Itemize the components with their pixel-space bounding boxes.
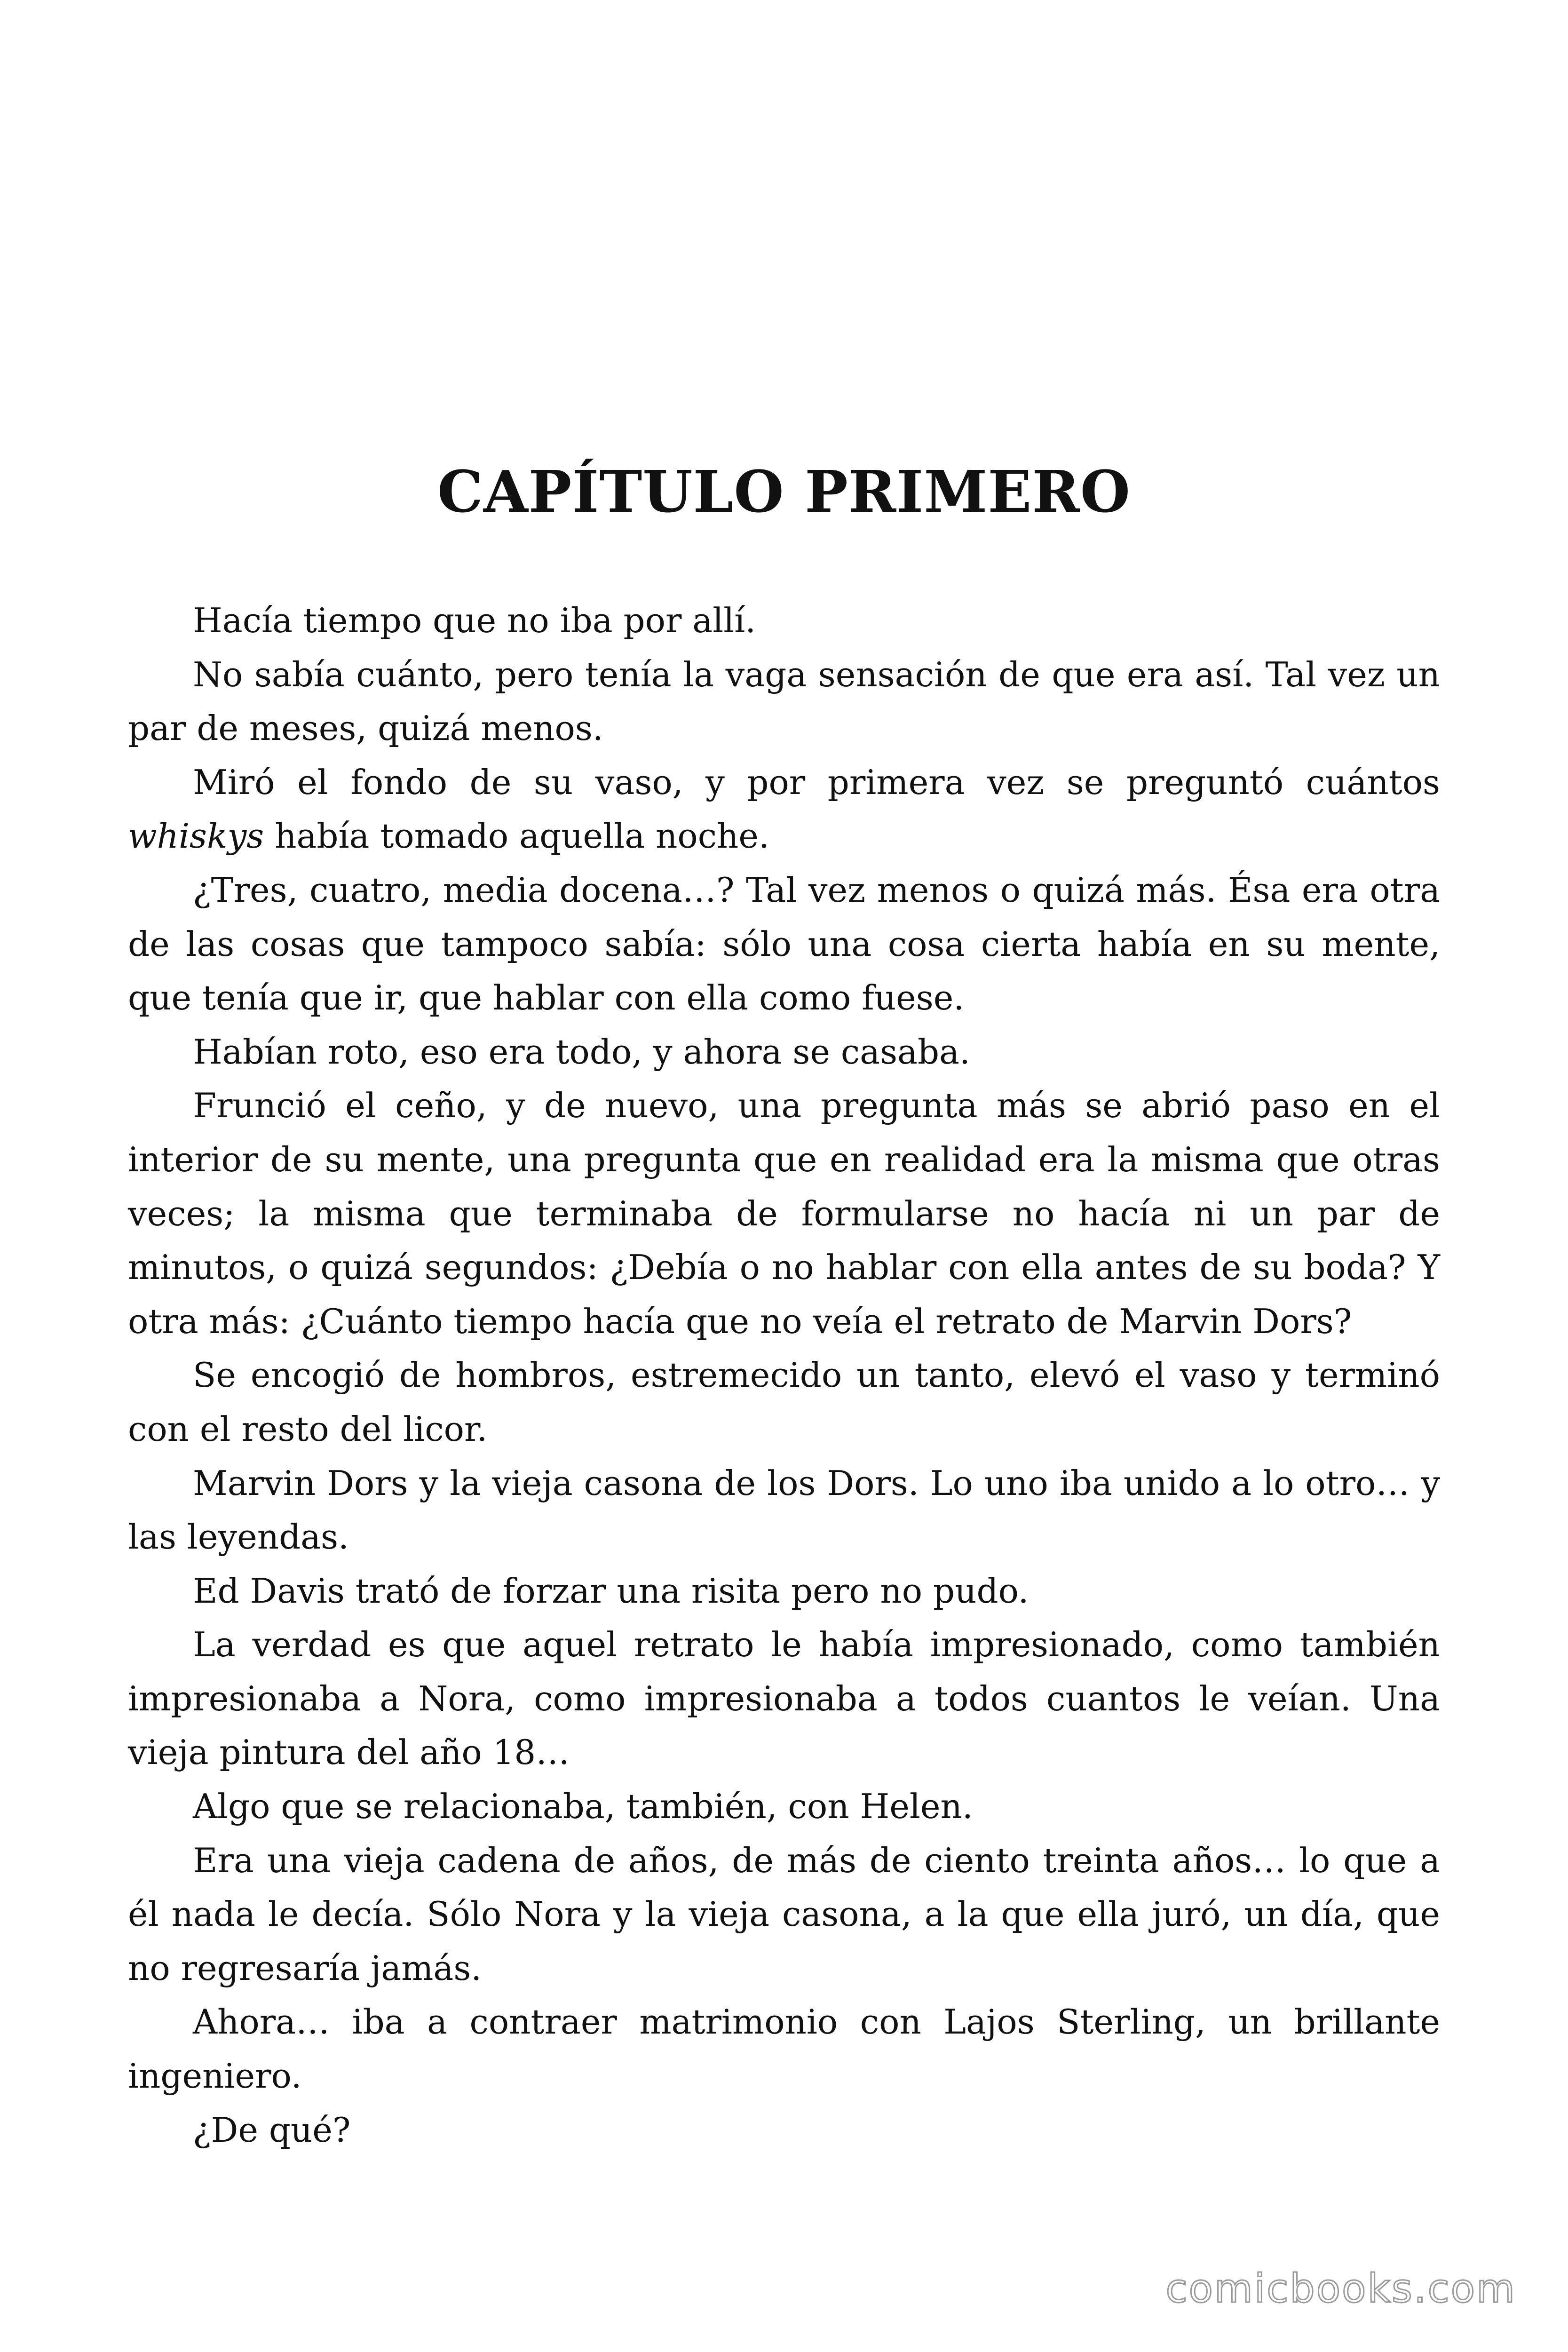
paragraph-3-before: Miró el fondo de su vaso, y por primera vez se preguntó cuántos: [193, 762, 1440, 802]
paragraph-2: No sabía cuánto, pero tenía la vaga sensación de que era así. Tal vez un par de meses, quizá menos.: [128, 654, 1440, 748]
paragraph-8: Marvin Dors y la vieja casona de los Dors. Lo uno iba unido a lo otro… y las leyendas.: [128, 1463, 1440, 1557]
watermark: comicbooks.com: [1165, 2265, 1516, 2312]
paragraph-3: [128, 755, 1440, 863]
paragraph-6: Frunció el ceño, y de nuevo, una pregunta más se abrió paso en el interior de su mente, una pregunta que en realidad era la misma que otras veces; la misma que terminaba de formularse no hacía ni un par de minutos, o quizá segundos: ¿Debía o no hablar con ella antes de su boda? Y otra más: ¿Cuánto tiempo hacía que no veía el retrato de Marvin Dors?: [128, 1086, 1440, 1341]
paragraph-5: Habían roto, eso era todo, y ahora se casaba.: [193, 1032, 970, 1072]
paragraph-14: ¿De qué?: [193, 2110, 351, 2150]
paragraph-12: Era una vieja cadena de años, de más de ciento treinta años… lo que a él nada le decía. Sólo Nora y la vieja casona, a la que ella juró, un día, que no regresaría jamás.: [128, 1840, 1440, 1988]
paragraph-13: Ahora… iba a contraer matrimonio con Lajos Sterling, un brillante ingeniero.: [128, 2002, 1440, 2096]
chapter-body: [128, 594, 1440, 2157]
paragraph-3-italic-word: whiskys: [128, 816, 264, 856]
paragraph-9: Ed Davis trató de forzar una risita pero no pudo.: [193, 1571, 1029, 1611]
paragraph-10: La verdad es que aquel retrato le había impresionado, como también impresionaba a Nora, como impresionaba a todos cuantos le veían. Una vieja pintura del año 18…: [128, 1625, 1440, 1772]
chapter-title: CAPÍTULO PRIMERO: [437, 458, 1131, 525]
paragraph-4: ¿Tres, cuatro, media docena…? Tal vez menos o quizá más. Ésa era otra de las cosas que tampoco sabía: sólo una cosa cierta había en su mente, que tenía que ir, que hablar con ella como fuese.: [128, 870, 1440, 1018]
paragraph-3-after: había tomado aquella noche.: [264, 816, 769, 856]
paragraph-1: Hacía tiempo que no iba por allí.: [193, 601, 756, 640]
paragraph-7: Se encogió de hombros, estremecido un tanto, elevó el vaso y terminó con el resto del licor.: [128, 1355, 1440, 1449]
paragraph-11: Algo que se relacionaba, también, con Helen.: [193, 1787, 973, 1827]
